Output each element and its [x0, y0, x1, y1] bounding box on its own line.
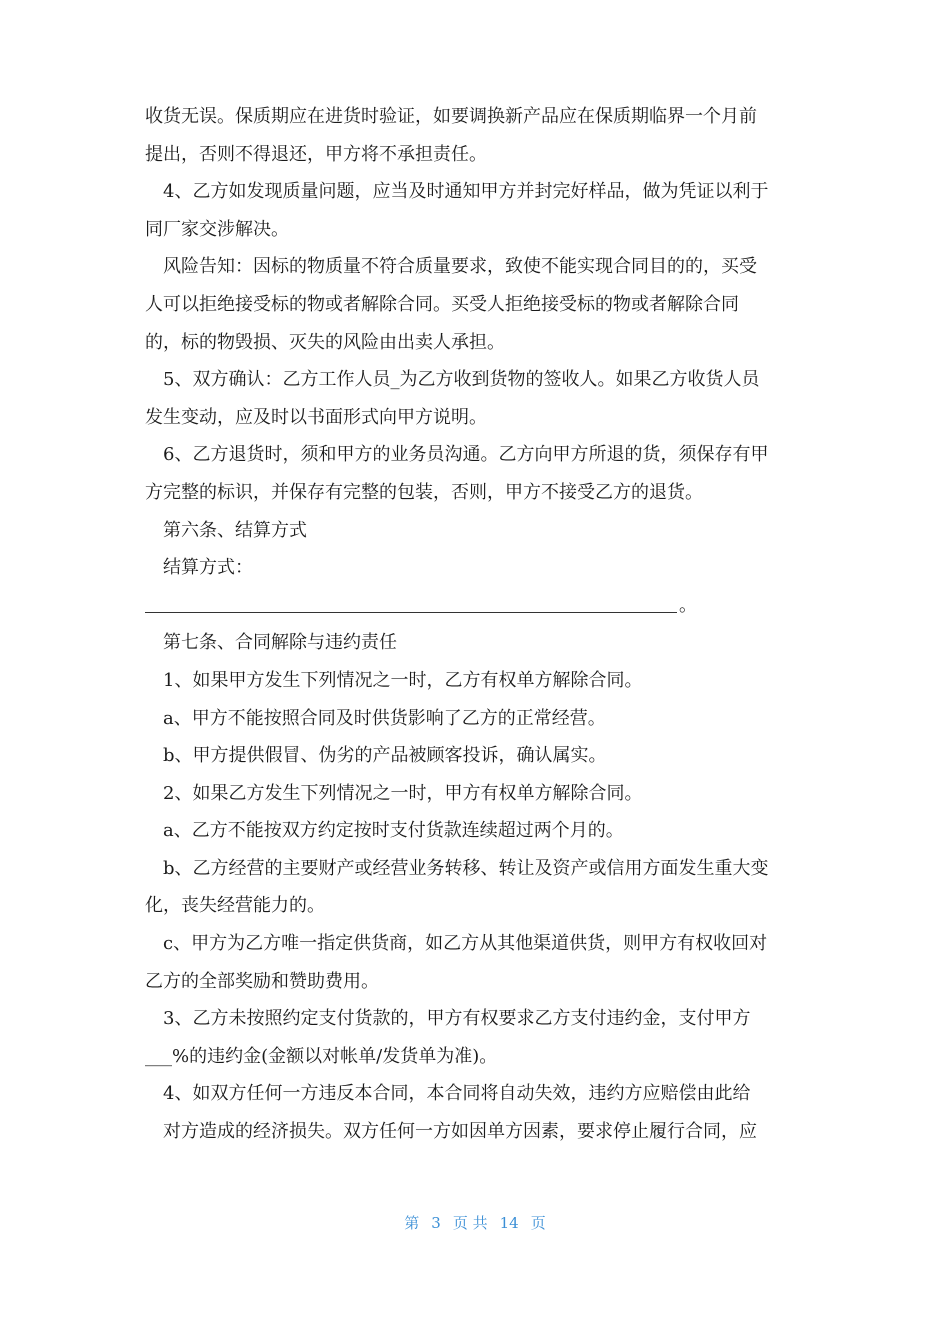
text-line: 发生变动，应及时以书面形式向甲方说明。 — [145, 406, 487, 428]
text-line: 4、乙方如发现质量问题，应当及时通知甲方并封完好样品，做为凭证以利于 — [163, 181, 769, 203]
text-line: ___%的违约金(金额以对帐单/发货单为准)。 — [145, 1045, 498, 1067]
blank-line-period: 。 — [679, 594, 697, 616]
text-block-2 — [145, 624, 810, 1150]
text-line: 的，标的物毁损、灭失的风险由出卖人承担。 — [145, 331, 505, 353]
text-line: 收货无误。保质期应在进货时验证，如要调换新产品应在保质期临界一个月前 — [145, 106, 757, 127]
text-line: 乙方的全部奖励和赞助费用。 — [145, 970, 379, 992]
text-line: c、甲方为乙方唯一指定供货商，如乙方从其他渠道供货，则甲方有权收回对 — [163, 933, 768, 955]
page-footer — [0, 1212, 950, 1233]
text-line: 提出，否则不得退还，甲方将不承担责任。 — [145, 143, 487, 165]
text-line: 4、如双方任何一方违反本合同，本合同将自动失效，违约方应赔偿由此给 — [163, 1083, 751, 1105]
text-line: 2、如果乙方发生下列情况之一时，甲方有权单方解除合同。 — [163, 782, 643, 804]
text-line: 结算方式： — [163, 557, 253, 579]
text-line: 方完整的标识，并保存有完整的包装，否则，甲方不接受乙方的退货。 — [145, 481, 703, 503]
text-line: 6、乙方退货时，须和甲方的业务员沟通。乙方向甲方所退的货，须保存有甲 — [163, 444, 769, 466]
text-line: 化，丧失经营能力的。 — [145, 895, 325, 917]
document-body — [145, 98, 810, 1151]
text-line: b、甲方提供假冒、伪劣的产品被顾客投诉，确认属实。 — [163, 745, 607, 767]
footer-label-pages: 页 — [530, 1214, 546, 1232]
footer-total-pages: 14 — [499, 1214, 519, 1232]
text-block-1 — [145, 98, 810, 587]
text-line: 风险告知：因标的物质量不符合质量要求，致使不能实现合同目的的，买受 — [163, 256, 757, 278]
text-line: a、乙方不能按双方约定按时支付货款连续超过两个月的。 — [163, 820, 624, 842]
footer-current-page: 3 — [431, 1214, 441, 1232]
text-line: 第六条、结算方式 — [163, 519, 307, 541]
text-line: 第七条、合同解除与违约责任 — [163, 632, 397, 654]
text-line: b、乙方经营的主要财产或经营业务转移、转让及资产或信用方面发生重大变 — [163, 857, 769, 879]
text-line: 同厂家交涉解决。 — [145, 218, 289, 240]
text-line: 对方造成的经济损失。双方任何一方如因单方因素，要求停止履行合同，应 — [163, 1121, 757, 1143]
text-line: 5、双方确认：乙方工作人员_为乙方收到货物的签收人。如果乙方收货人员 — [163, 369, 760, 391]
fill-in-underline — [145, 612, 677, 613]
footer-label-page: 第 — [404, 1214, 420, 1232]
text-line: 人可以拒绝接受标的物或者解除合同。买受人拒绝接受标的物或者解除合同 — [145, 293, 739, 315]
settlement-blank-line — [145, 587, 810, 625]
text-line: a、甲方不能按照合同及时供货影响了乙方的正常经营。 — [163, 707, 606, 729]
text-line: 1、如果甲方发生下列情况之一时，乙方有权单方解除合同。 — [163, 669, 643, 691]
footer-label-of: 页 共 — [452, 1214, 488, 1232]
text-line: 3、乙方未按照约定支付货款的，甲方有权要求乙方支付违约金，支付甲方 — [163, 1008, 751, 1030]
